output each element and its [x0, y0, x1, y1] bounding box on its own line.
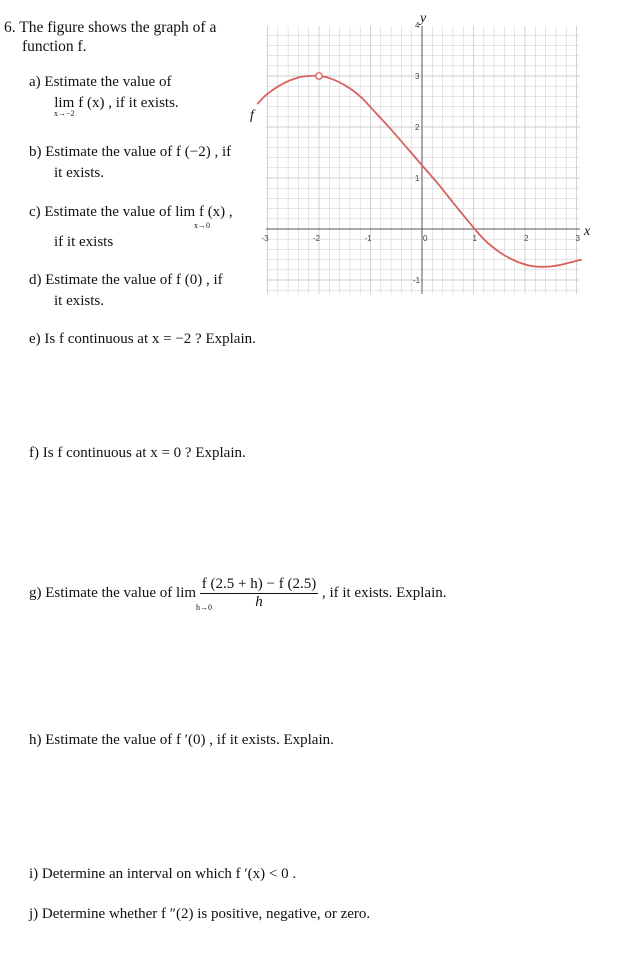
tick-labels: [262, 21, 581, 285]
function-graph: [250, 10, 600, 300]
question-g-pre: g) Estimate the value of lim: [29, 585, 197, 601]
question-c-line2: if it exists: [54, 234, 114, 250]
axes: [266, 26, 580, 294]
y-axis-label: y: [420, 11, 427, 26]
x-tick-label: -1: [364, 234, 372, 243]
y-tick-label: -1: [413, 276, 421, 285]
y-tick-label: 4: [415, 21, 420, 30]
x-axis-label: x: [584, 224, 591, 239]
x-tick-label: 1: [472, 234, 477, 243]
question-d-line2: it exists.: [54, 293, 105, 309]
difference-quotient: [200, 576, 318, 611]
x-tick-label: 3: [575, 234, 580, 243]
question-g: [29, 576, 447, 611]
question-b-line1: b) Estimate the value of f (−2) , if: [29, 144, 232, 160]
question-a-rest: f (x) , if it exists.: [78, 95, 179, 111]
question-e: e) Is f continuous at x = −2 ? Explain.: [29, 331, 256, 347]
question-c-line1: c) Estimate the value of lim f (x) ,: [29, 204, 233, 220]
x-tick-label: 2: [524, 234, 529, 243]
question-i: i) Determine an interval on which f ′(x) < 0 .: [29, 866, 297, 882]
question-a-line1: a) Estimate the value of: [29, 74, 172, 90]
question-f: f) Is f continuous at x = 0 ? Explain.: [29, 445, 246, 461]
question-j: j) Determine whether f ″(2) is positive, negative, or zero.: [29, 906, 371, 922]
x-tick-label: -2: [313, 234, 321, 243]
question-g-post: , if it exists. Explain.: [321, 585, 447, 601]
grid: [266, 26, 580, 294]
fraction-denominator: h: [255, 594, 263, 610]
question-d-line1: d) Estimate the value of f (0) , if: [29, 272, 223, 288]
question-a-line2: [54, 95, 179, 118]
problem-title-line2: function f.: [22, 38, 87, 55]
function-curve: [257, 76, 581, 267]
question-h: h) Estimate the value of f ′(0) , if it exists. Explain.: [29, 732, 334, 748]
question-g-lim-subscript: h→0: [196, 603, 212, 612]
y-tick-label: 1: [415, 174, 420, 183]
x-tick-label: 0: [423, 234, 428, 243]
y-tick-label: 3: [415, 72, 420, 81]
question-c-lim-subscript: x→0: [194, 221, 210, 230]
x-tick-label: -3: [261, 234, 269, 243]
lim-subscript: x→−2: [54, 109, 75, 118]
problem-title: 6. The figure shows the graph of a: [4, 19, 217, 36]
y-tick-label: 2: [415, 123, 420, 132]
open-point-marker: [316, 73, 322, 79]
question-b-line2: it exists.: [54, 165, 105, 181]
function-label: f: [250, 108, 254, 123]
lim-text: lim: [54, 95, 75, 111]
fraction-numerator: f (2.5 + h) − f (2.5): [201, 576, 317, 592]
